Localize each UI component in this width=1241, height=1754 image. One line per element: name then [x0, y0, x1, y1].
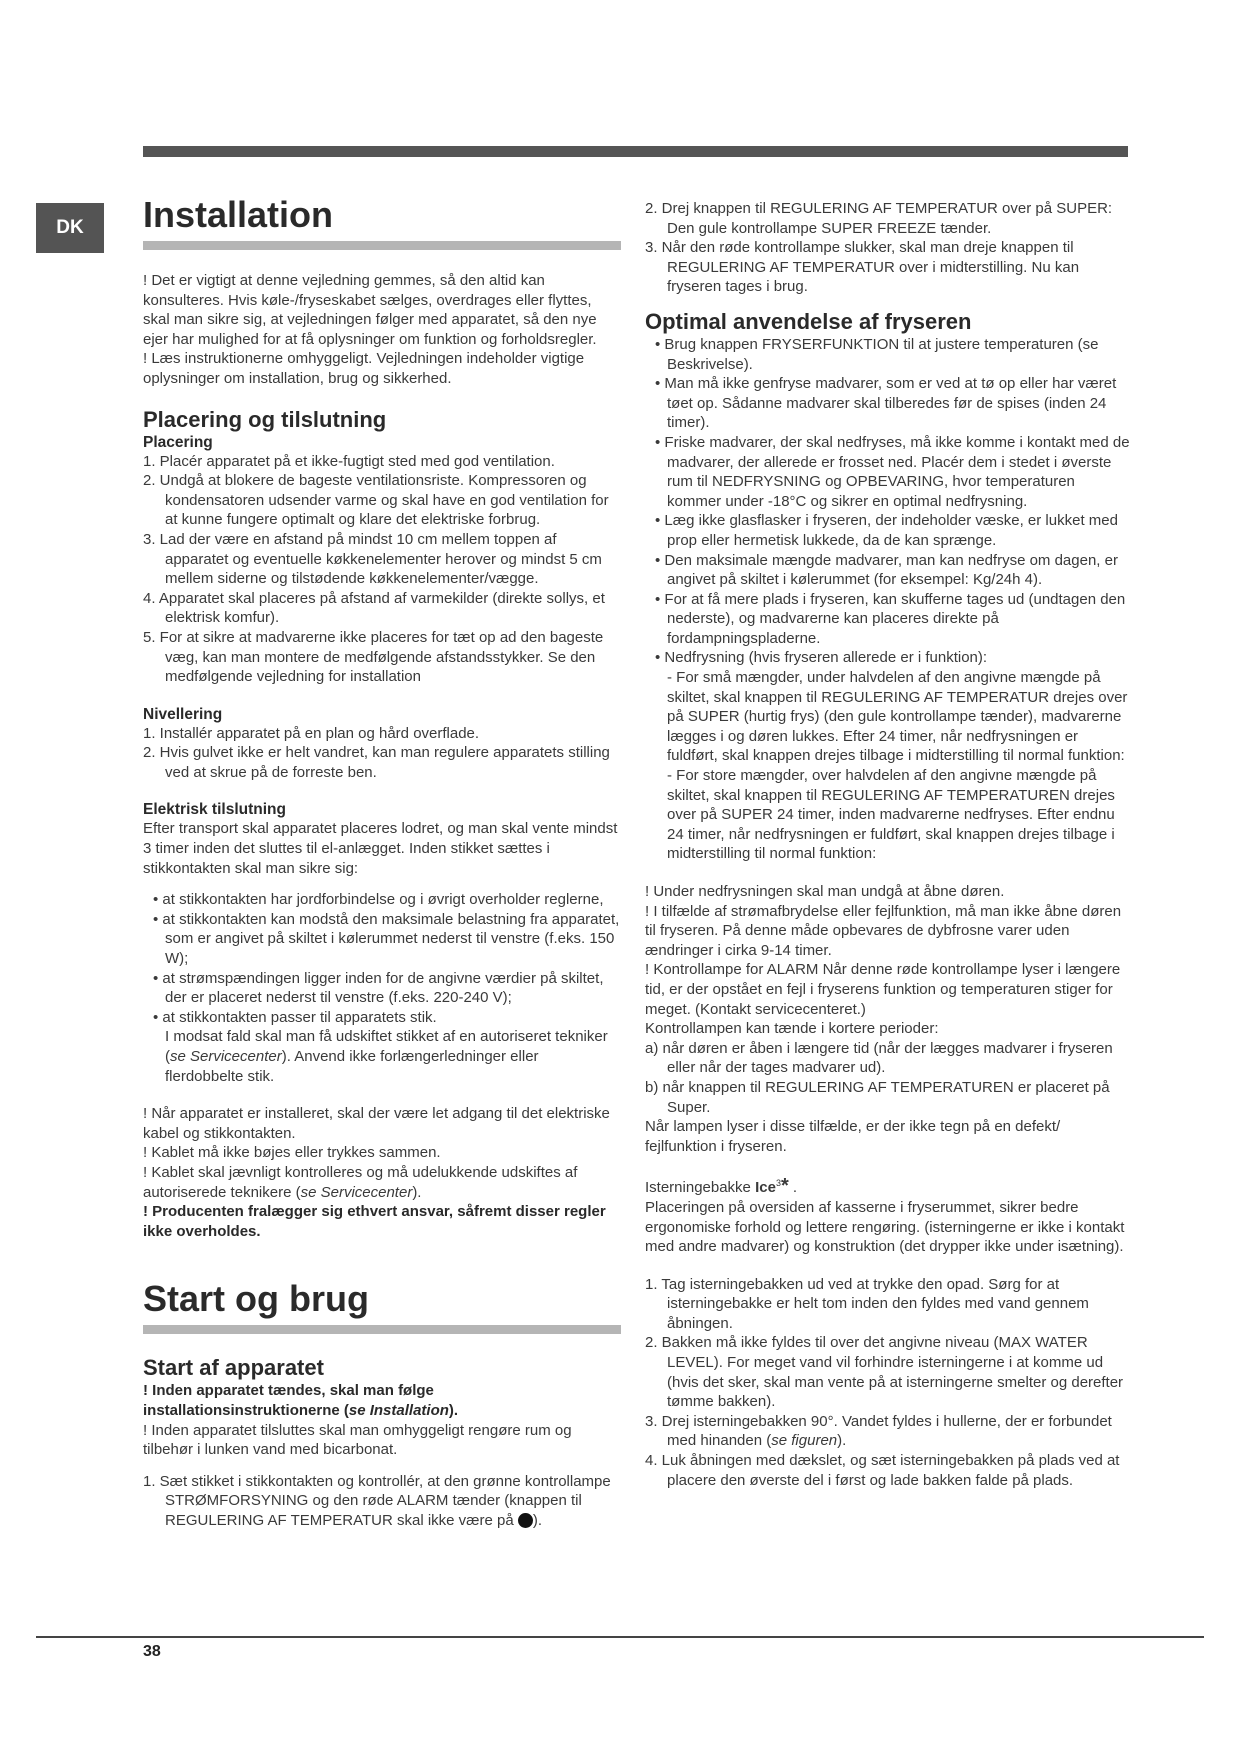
ice-step: 1. Tag isterningebakken ud ved at trykke den opad. Sørg for at isterningebakke er helt tom inden den fyldes med vand gennem åbningen. [645, 1275, 1089, 1332]
alarm-note: ! Kontrollampe for ALARM Når denne røde kontrollampe lyser i længere tid, er der opstået en fejl i fryserens funktion og temperaturen stiger for meget. (Kontakt servicecenteret.) [645, 961, 1121, 1018]
page-number: 38 [143, 1643, 161, 1660]
warning-bend: ! Kablet må ikke bøjes eller trykkes sammen. [143, 1144, 441, 1162]
elektrisk-note: I modsat fald skal man få udskiftet stikket af en autoriseret tekniker (se Servicecenter). Anvend ikke forlængerledninger eller flerdobbelte stik. [165, 1028, 608, 1085]
large-quantity-note: - For store mængder, over halvdelen af den angivne mængde på skiltet, skal knappen til REGULERING AF TEMPERATUREN drejes over på SUPER 24 timer, inden madvarerne nedfryses. Efter endnu 24 timer, når nedfrysningen er fuldført, skal knappen drejes tilbage i midterstilling til normal funktion: [667, 767, 1115, 863]
ice-tray-heading: Isterningebakke Ice$^3$* . [645, 1175, 798, 1198]
installation-title: Installation [143, 194, 334, 235]
nivellering-item: 2. Hvis gulvet ikke er helt vandret, kan man regulere apparatets stilling ved at skrue på de forreste ben. [143, 744, 610, 781]
elektrisk-bullet: • at stikkontakten passer til apparatets stik. [153, 1008, 437, 1026]
placering-item: 3. Lad der være en afstand på mindst 10 cm mellem toppen af apparatet og eventuelle køkkenelementer herover og mindst 5 cm mellem siderne og tilstødende køkkenelementer/vægge. [143, 530, 602, 588]
bottom-rule [36, 1636, 1204, 1638]
start-apparatet-heading: Start af apparatet [143, 1355, 324, 1381]
nivellering-subheading: Nivellering [143, 705, 223, 723]
placering-subheading: Placering [143, 433, 213, 451]
ice-tray-description: Placeringen på oversiden af kasserne i fryserummet, sikrer bedre ergonomiske forhold og lettere rengøring. (isterningerne er ikke i kontakt med andre madvarer) og konstruktion (det drypper ikke under isætning). [645, 1198, 1125, 1256]
optimal-bullet: • Man må ikke genfryse madvarer, som er ved at tø op eller har været tøet op. Sådanne madvarer skal tilberedes før de spises (inden 24 timer). [655, 375, 1117, 432]
alarm-periods: Kontrollampen kan tænde i kortere perioder: [645, 1020, 939, 1038]
alarm-end: Når lampen lyser i disse tilfælde, er der ikke tegn på en defekt/ fejlfunktion i fryseren. [645, 1118, 1061, 1155]
intro-paragraph-2: ! Læs instruktionerne omhyggeligt. Vejledningen indeholder vigtige oplysninger om installation, brug og sikkerhed. [143, 350, 585, 387]
elektrisk-intro: Efter transport skal apparatet placeres lodret, og man skal vente mindst 3 timer inden det sluttes til el-anlægget. Inden stikket sættes i stikkontakten skal man sikre sig: [143, 820, 618, 877]
elektrisk-bullet: • at stikkontakten har jordforbindelse og i øvrigt overholder reglerne, [153, 891, 604, 909]
ice-step: 4. Luk åbningen med dækslet, og sæt isterningebakken på plads ved at placere den øverste del i først og lade bakken falde på plads. [645, 1452, 1120, 1489]
language-badge: DK [36, 203, 104, 253]
ice-step: 2. Bakken må ikke fyldes til over det angivne niveau (MAX WATER LEVEL). For meget vand vil forhindre isterningerne i at komme ud (hvis det sker, skal man vente på at isterningerne smelter og derefter tømme bakken). [645, 1334, 1124, 1411]
optimal-bullet: • Læg ikke glasflasker i fryseren, der indeholder væske, er lukket med prop eller hermetisk lukkede, da de kan sprænge. [655, 512, 1118, 549]
top-rule [143, 146, 1128, 157]
intro-paragraph-1: ! Det er vigtigt at denne vejledning gemmes, så den altid kan konsulteres. Hvis køle-/fryseskabet sælges, overdrages eller flyttes, skal man sikre sig, at vejledningen følger med apparatet, så den nye ejer har mulighed for at få oplysninger om funktion og forholdsregler. [143, 272, 597, 348]
optimal-bullet: • Nedfrysning (hvis fryseren allerede er i funktion): [655, 649, 988, 667]
warning-door: ! Under nedfrysningen skal man undgå at åbne døren. [645, 883, 1005, 900]
small-quantity-note: - For små mængder, under halvdelen af den angivne mængde på skiltet, skal knappen til REGULERING AF TEMPERATUR drejes over på SUPER (hurtig frys) (den gule kontrollampe tænder), madvarerne lægges i og døren lukkes. Efter 24 timer, når nedfrysningen er fuldført, skal knappen drejes tilbage i midterstilling til normal funktion: [667, 669, 1128, 765]
warning-access: ! Når apparatet er installeret, skal der være let adgang til det elektriske kabel og stikkontakten. [143, 1105, 610, 1142]
nivellering-item: 1. Installér apparatet på en plan og hård overflade. [143, 724, 480, 742]
warning-power-failure: ! I tilfælde af strømafbrydelse eller fejlfunktion, må man ikke åbne døren til fryseren. På denne måde opbevares de dybfrosne varer uden ændringer i cirka 9-14 timer. [645, 902, 1122, 959]
left-column [143, 195, 621, 1531]
start-brug-underline [143, 1325, 621, 1334]
alarm-case-a: a) når døren er åben i længere tid (når der lægges madvarer i fryseren eller når der tages madvarer ud). [645, 1039, 1113, 1077]
optimal-bullet: • For at få mere plads i fryseren, kan skufferne tages ud (undtagen den nederste), og madvarerne kan placeres direkte på fordampningspladerne. [655, 590, 1126, 647]
installation-underline [143, 241, 621, 250]
start-brug-title: Start og brug [143, 1278, 369, 1320]
start-step-2: 2. Drej knappen til REGULERING AF TEMPERATUR over på SUPER: Den gule kontrollampe SUPER FREEZE tænder. [645, 200, 1113, 237]
alarm-case-b: b) når knappen til REGULERING AF TEMPERATUREN er placeret på Super. [645, 1078, 1110, 1116]
start-step-1: 1. Sæt stikket i stikkontakten og kontrollér, at den grønne kontrollampe STRØMFORSYNING og den røde ALARM tænder (knappen til REGULERING AF TEMPERATUR skal ikke være på ). [143, 1472, 611, 1529]
optimal-bullet: • Brug knappen FRYSERFUNKTION til at justere temperaturen (se Beskrivelse). [655, 335, 1099, 373]
placering-tilslutning-heading: Placering og tilslutning [143, 406, 387, 432]
start-note: ! Inden apparatet tilsluttes skal man omhyggeligt rengøre rum og tilbehør i lunken vand med bicarbonat. [143, 1421, 572, 1459]
right-column [645, 199, 1130, 1490]
placering-item: 4. Apparatet skal placeres på afstand af varmekilder (direkte sollys, et elektrisk komfur). [143, 589, 605, 627]
start-step-3: 3. Når den røde kontrollampe slukker, skal man dreje knappen til REGULERING AF TEMPERATUR over i midterstilling. Nu kan fryseren tages i brug. [645, 239, 1080, 296]
start-warning: ! Inden apparatet tændes, skal man følge installationsinstruktionerne (se Installation). [143, 1382, 459, 1419]
placering-item: 5. For at sikre at madvarerne ikke placeres for tæt op ad den bageste væg, kan man montere de medfølgende afstandsstykker. Se den medfølgende vejledning for installation [143, 628, 604, 686]
ice-step: 3. Drej isterningebakken 90°. Vandet fyldes i hullerne, der er forbundet med hinanden (se figuren). [645, 1412, 1112, 1450]
optimal-bullet: • Den maksimale mængde madvarer, man kan nedfryse om dagen, er angivet på skiltet i kølerummet (for eksempel: Kg/24h 4). [655, 551, 1118, 589]
placering-item: 2. Undgå at blokere de bageste ventilationsriste. Kompressoren og kondensatoren udsender varme og skal have en god ventilation for at kunne fungere optimalt og klare det elektriske forbrug. [143, 472, 609, 529]
off-position-icon [518, 1513, 533, 1528]
elektrisk-bullet: • at strømspændingen ligger inden for de angivne værdier på skiltet, der er placeret nederst til venstre (f.eks. 220-240 V); [153, 969, 604, 1007]
optimal-heading: Optimal anvendelse af fryseren [645, 308, 972, 334]
optimal-bullet: • Friske madvarer, der skal nedfryses, må ikke komme i kontakt med de madvarer, der allerede er frosset ned. Placér dem i stedet i øverste rum til NEDFRYSNING og OPBEVARING, hvor temperaturen kommer under -18°C og sikrer en optimal nedfrysning. [655, 433, 1130, 510]
warning-inspect: ! Kablet skal jævnligt kontrolleres og må udelukkende udskiftes af autoriserede teknikere (se Servicecenter). [143, 1163, 578, 1201]
warning-liability: ! Producenten fralægger sig ethvert ansvar, såfremt disser regler ikke overholdes. [143, 1203, 606, 1240]
elektrisk-subheading: Elektrisk tilslutning [143, 801, 286, 819]
elektrisk-bullet: • at stikkontakten kan modstå den maksimale belastning fra apparatet, som er angivet på skiltet i kølerummet nederst til venstre (f.eks. 150 W); [153, 910, 620, 968]
placering-item: 1. Placér apparatet på et ikke-fugtigt sted med god ventilation. [143, 452, 555, 470]
